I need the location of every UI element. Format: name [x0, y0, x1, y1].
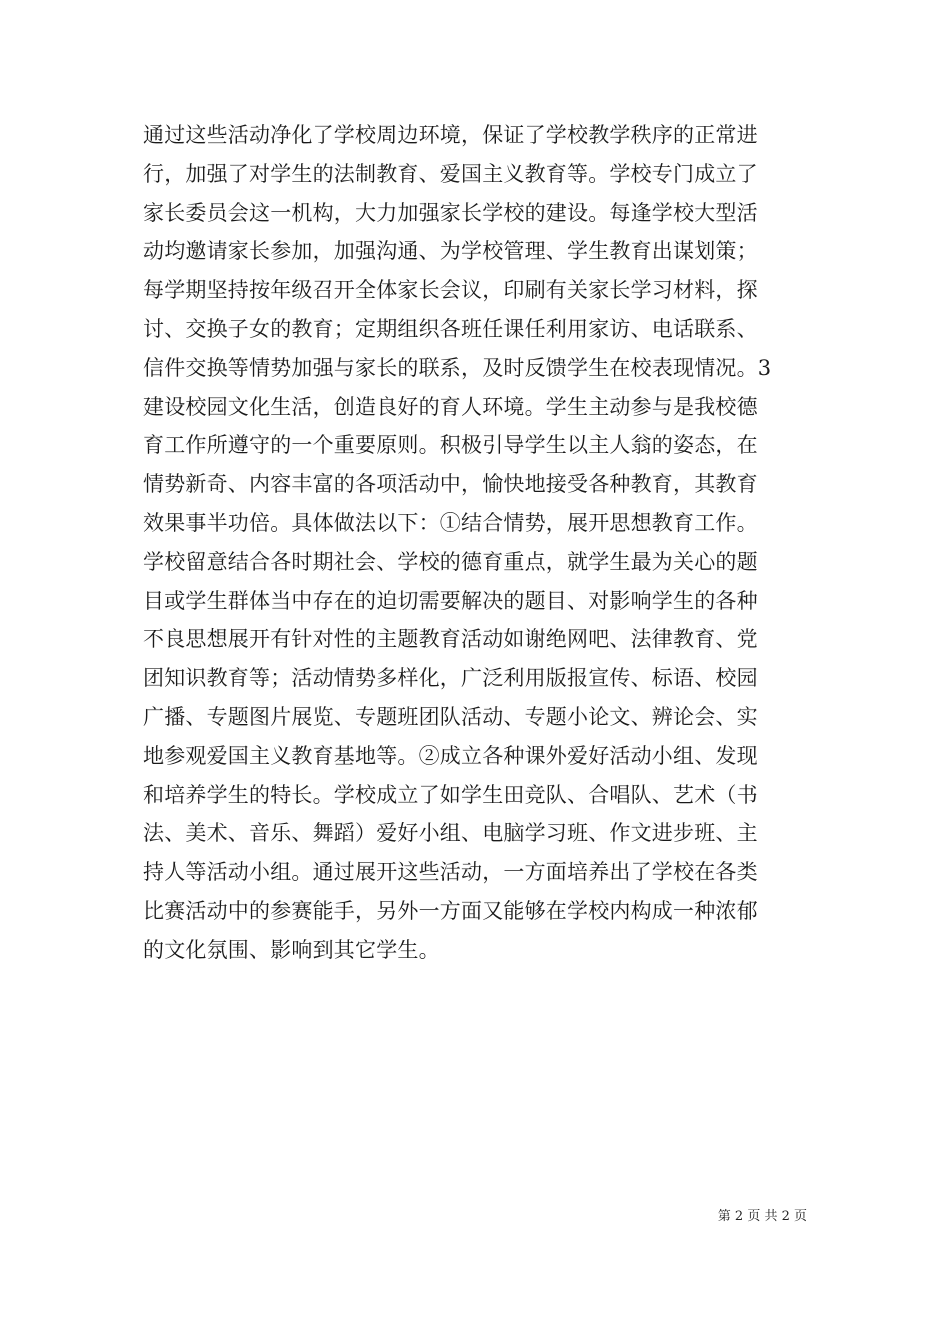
text-line: 育工作所遵守的一个重要原则。积极引导学生以主人翁的姿态，在: [143, 433, 758, 458]
text-line: 行，加强了对学生的法制教育、爱国主义教育等。学校专门成立了: [143, 161, 758, 186]
text-line: 讨、交换子女的教育；定期组织各班任课任利用家访、电话联系、: [143, 316, 758, 341]
text-line: 团知识教育等；活动情势多样化，广泛利用版报宣传、标语、校园: [143, 666, 758, 691]
text-line: 不良思想展开有针对性的主题教育活动如谢绝网吧、法律教育、党: [143, 627, 758, 652]
text-line: 通过这些活动净化了学校周边环境，保证了学校教学秩序的正常进: [143, 123, 758, 147]
text-line: 情势新奇、内容丰富的各项活动中，愉快地接受各种教育，其教育: [143, 472, 758, 497]
text-line: 和培养学生的特长。学校成立了如学生田竞队、合唱队、艺术（书: [143, 782, 758, 807]
text-line: 的文化氛围、影响到其它学生。: [143, 937, 440, 962]
text-line: 比赛活动中的参赛能手，另外一方面又能够在学校内构成一种浓郁: [143, 898, 758, 923]
text-line: 学校留意结合各时期社会、学校的德育重点，就学生最为关心的题: [143, 549, 758, 574]
page-number-footer: [718, 1205, 807, 1224]
text-line: 每学期坚持按年级召开全体家长会议，印刷有关家长学习材料，探: [143, 278, 758, 303]
text-line: 广播、专题图片展览、专题班团队活动、专题小论文、辨论会、实: [143, 704, 758, 729]
text-line: 建设校园文化生活，创造良好的育人环境。学生主动参与是我校德: [143, 394, 758, 419]
text-line: 动均邀请家长参加，加强沟通、为学校管理、学生教育出谋划策；: [143, 239, 758, 264]
text-line: 信件交换等情势加强与家长的联系，及时反馈学生在校表现情况。3: [143, 355, 772, 380]
text-line: 持人等活动小组。通过展开这些活动，一方面培养出了学校在各类: [143, 860, 758, 885]
text-line: 效果事半功倍。具体做法以下：①结合情势，展开思想教育工作。: [143, 510, 758, 535]
text-line: 家长委员会这一机构，大力加强家长学校的建设。每逢学校大型活: [143, 200, 758, 225]
page-number-label: 第 2 页 共 2 页: [717, 1209, 807, 1224]
text-line: 地参观爱国主义教育基地等。②成立各种课外爱好活动小组、发现: [143, 743, 758, 768]
text-line: 法、美术、音乐、舞蹈）爱好小组、电脑学习班、作文进步班、主: [143, 821, 758, 846]
body-paragraph: [143, 116, 823, 970]
text-line: 目或学生群体当中存在的迫切需要解决的题目、对影响学生的各种: [143, 588, 758, 613]
